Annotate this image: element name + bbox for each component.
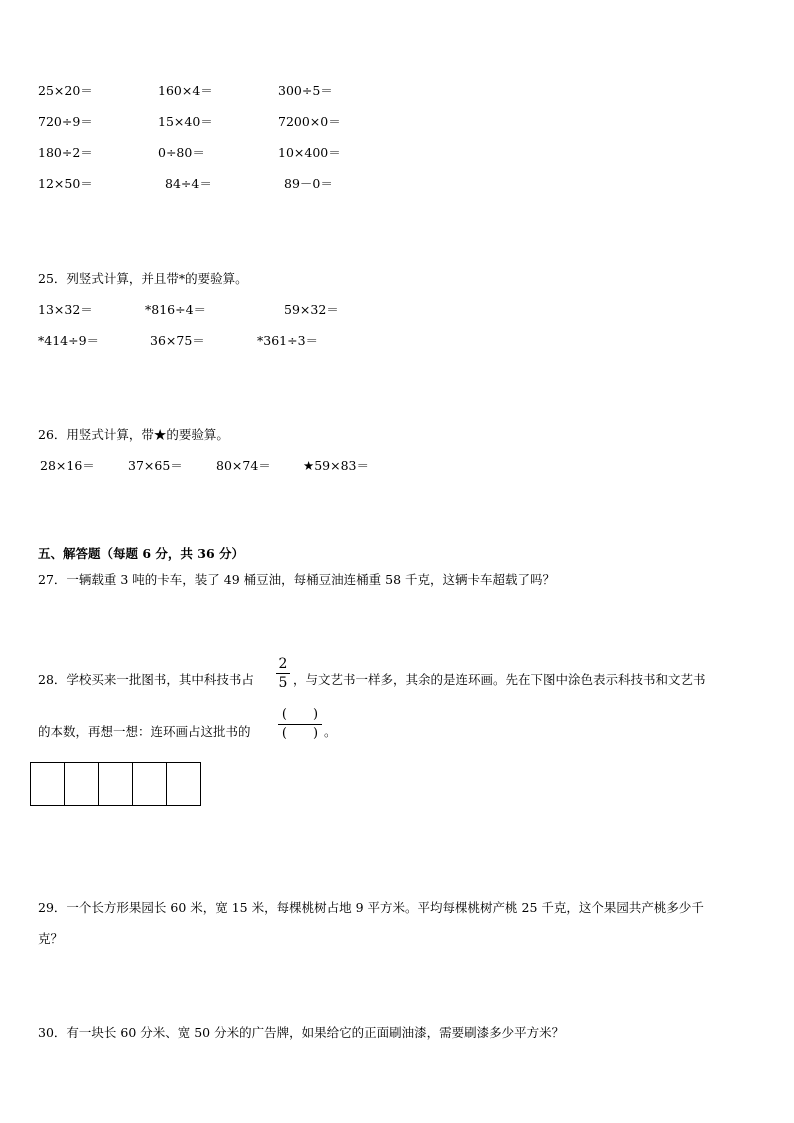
question-29-line1: 29．一个长方形果园长 60 米，宽 15 米，每棵桃树占地 9 平方米。平均每棵桃树产桃 25 千克，这个果园共产桃多少千	[38, 900, 704, 915]
fraction-bar	[276, 673, 290, 674]
question-25-title: 25．列竖式计算，并且带*的要验算。	[38, 271, 248, 286]
question-28-part2: ，与文艺书一样多，其余的是连环画。先在下图中涂色表示科技书和文艺书	[293, 672, 706, 687]
oral-calc-item: 300÷5＝	[278, 83, 333, 98]
oral-calc-item: 89－0＝	[284, 176, 333, 191]
grid-cell[interactable]	[167, 763, 200, 805]
question-28-part3: 的本数，再想一想：连环画占这批书的	[38, 724, 251, 739]
question-30: 30．有一块长 60 分米、宽 50 分米的广告牌，如果给它的正面刷油漆，需要刷漆多少平方米？	[38, 1025, 565, 1040]
q26-item: 37×65＝	[128, 458, 183, 473]
question-26-title: 26．用竖式计算，带★的要验算。	[38, 427, 229, 442]
answer-fraction-blank[interactable]	[278, 707, 322, 742]
q25-item: 13×32＝	[38, 302, 93, 317]
oral-calc-item: 7200×0＝	[278, 114, 341, 129]
fraction-denominator: 5	[278, 675, 288, 691]
oral-calc-item: 25×20＝	[38, 83, 93, 98]
q25-item: 36×75＝	[150, 333, 205, 348]
q25-item: *414÷9＝	[38, 333, 100, 348]
q25-item: 59×32＝	[284, 302, 339, 317]
oral-calc-item: 15×40＝	[158, 114, 213, 129]
book-shading-grid	[30, 762, 201, 806]
q25-item: *816÷4＝	[145, 302, 207, 317]
grid-cell[interactable]	[65, 763, 99, 805]
oral-calc-item: 720÷9＝	[38, 114, 93, 129]
grid-cell[interactable]	[31, 763, 65, 805]
fraction-numerator: 2	[278, 656, 288, 672]
grid-cell[interactable]	[99, 763, 133, 805]
oral-calc-item: 180÷2＝	[38, 145, 93, 160]
question-29-line2: 克？	[38, 931, 64, 946]
q25-item: *361÷3＝	[257, 333, 319, 348]
answer-numerator-blank[interactable]: ( )	[281, 707, 319, 722]
oral-calc-item: 160×4＝	[158, 83, 213, 98]
question-27: 27．一辆载重 3 吨的卡车，装了 49 桶豆油，每桶豆油连桶重 58 千克，这辆卡车超载了吗？	[38, 572, 556, 587]
section-5-heading: 五、解答题（每题 6 分，共 36 分）	[38, 546, 245, 561]
question-28-part4: 。	[324, 724, 337, 739]
grid-cell[interactable]	[133, 763, 167, 805]
q26-item: 28×16＝	[40, 458, 95, 473]
oral-calc-item: 12×50＝	[38, 176, 93, 191]
oral-calc-item: 10×400＝	[278, 145, 341, 160]
question-28-part1: 28．学校买来一批图书，其中科技书占	[38, 672, 254, 687]
q26-item: 80×74＝	[216, 458, 271, 473]
fraction-bar	[278, 724, 322, 725]
oral-calc-item: 0÷80＝	[158, 145, 205, 160]
fraction-two-fifths	[276, 656, 290, 691]
answer-denominator-blank[interactable]: ( )	[281, 726, 319, 741]
q26-item: ★59×83＝	[303, 458, 369, 473]
oral-calc-item: 84÷4＝	[165, 176, 212, 191]
